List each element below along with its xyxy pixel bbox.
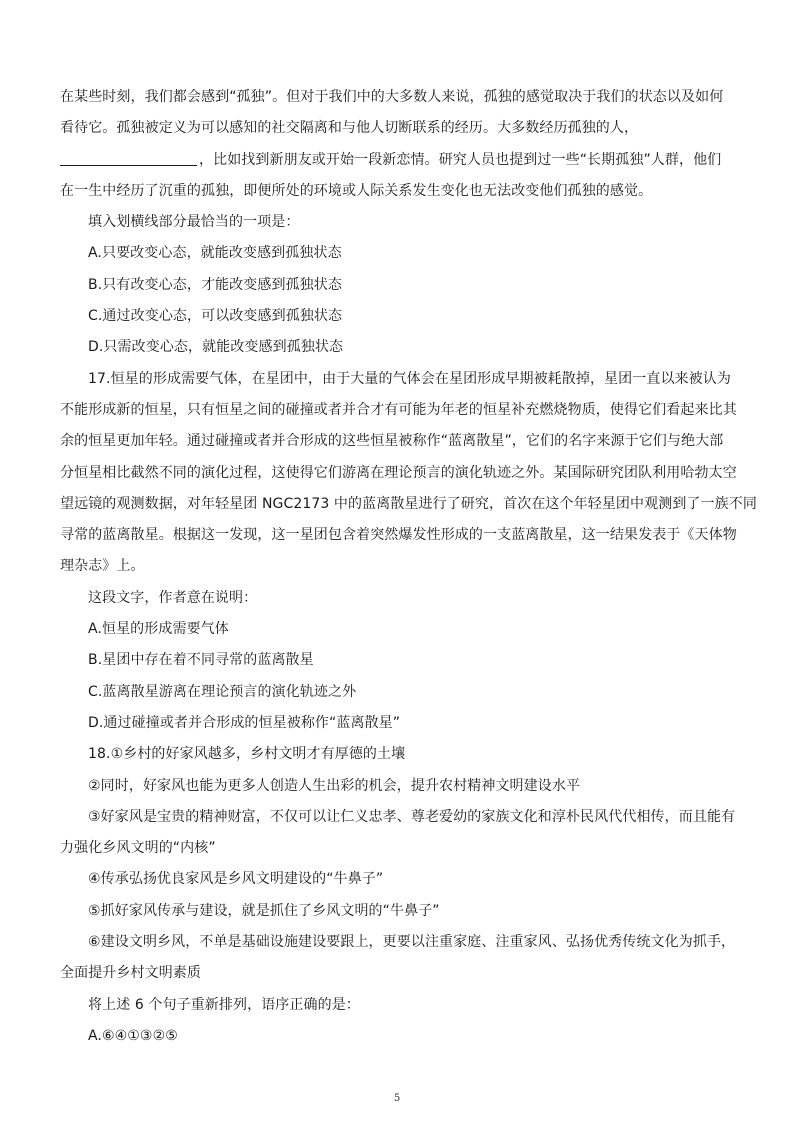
q17-passage-line-4: 分恒星相比截然不同的演化过程，这使得它们游离在理论预言的演化轨迹之外。某国际研究团队利用哈勃太空 [60,464,737,481]
q16-option-c: C.通过改变心态，可以改变感到孤独状态 [88,308,343,325]
q18-sentence-2: ②同时，好家风也能为更多人创造人生出彩的机会，提升农村精神文明建设水平 [88,777,581,794]
q17-passage-line-6: 寻常的蓝离散星。根据这一发现，这一星团包含着突然爆发性形成的一支蓝离散星，这一结果发表于《天体物 [60,527,737,544]
q18-sentence-3: ③好家风是宝贵的精神财富，不仅可以让仁义忠孝、尊老爱幼的家族文化和淳朴民风代代相传，而且能有 [88,808,736,825]
q16-passage-line-4: 在一生中经历了沉重的孤独，即便所处的环境或人际关系发生变化也无法改变他们孤独的感觉。 [60,182,653,199]
q18-sentence-5: ⑤抓好家风传承与建设，就是抓住了乡风文明的“牛鼻子” [88,902,440,919]
q17-option-a: A.恒星的形成需要气体 [88,621,229,638]
q18-option-a: A.⑥④①③②⑤ [88,1027,178,1044]
document-page [60,82,757,1052]
q17-passage-line-1: 17.恒星的形成需要气体，在星团中，由于大量的气体会在星团形成早期被耗散掉，星团一直以来被认为 [88,370,731,387]
q17-passage-line-2: 不能形成新的恒星，只有恒星之间的碰撞或者并合才有可能为年老的恒星补充燃烧物质，使得它们看起来比其 [60,401,737,418]
fill-in-blank [60,151,197,166]
q17-prompt: 这段文字，作者意在说明： [88,589,258,606]
q16-option-a: A.只要改变心态，就能改变感到孤独状态 [88,245,342,262]
q16-passage-line-3-text: ，比如找到新朋友或开始一段新恋情。研究人员也提到过一些“长期孤独”人群，他们 [199,151,722,168]
q18-sentence-6: ⑥建设文明乡风，不单是基础设施建设要跟上，更要以注重家庭、注重家风、弘扬优秀传统文化为抓手， [88,934,736,951]
q17-passage-line-7: 理杂志》上。 [60,558,145,575]
q16-passage-line-2: 看待它。孤独被定义为可以感知的社交隔离和与他人切断联系的经历。大多数经历孤独的人， [60,120,639,137]
q18-sentence-6-cont: 全面提升乡村文明素质 [60,965,201,982]
page-number: 5 [393,1093,401,1104]
q18-prompt: 将上述 6 个句子重新排列，语序正确的是： [88,996,360,1013]
q17-option-d: D.通过碰撞或者并合形成的恒星被称作“蓝离散星” [88,714,401,731]
q17-option-b: B.星团中存在着不同寻常的蓝离散星 [88,652,314,669]
q16-prompt: 填入划横线部分最恰当的一项是： [88,214,300,231]
q18-sentence-4: ④传承弘扬优良家风是乡风文明建设的“牛鼻子” [88,871,384,888]
q16-passage-line-3 [60,145,738,176]
q16-passage-line-1: 在某些时刻，我们都会感到“孤独”。但对于我们中的大多数人来说，孤独的感觉取决于我们的状态以及如何 [60,89,724,105]
q16-option-d: D.只需改变心态，就能改变感到孤独状态 [88,339,344,356]
q17-passage-line-3: 余的恒星更加年轻。通过碰撞或者并合形成的这些恒星被称作“蓝离散星”，它们的名字来源于它们与绝大部 [60,433,724,450]
q16-option-b: B.只有改变心态，才能改变感到孤独状态 [88,276,342,293]
q18-sentence-3-cont: 力强化乡风文明的“内核” [60,840,216,857]
q17-passage-line-5: 望远镜的观测数据，对年轻星团 NGC2173 中的蓝离散星进行了研究，首次在这个年轻星团中观测到了一族不同 [60,495,757,512]
q18-sentence-1: 18.①乡村的好家风越多，乡村文明才有厚德的土壤 [88,746,406,763]
q17-option-c: C.蓝离散星游离在理论预言的演化轨迹之外 [88,683,357,700]
